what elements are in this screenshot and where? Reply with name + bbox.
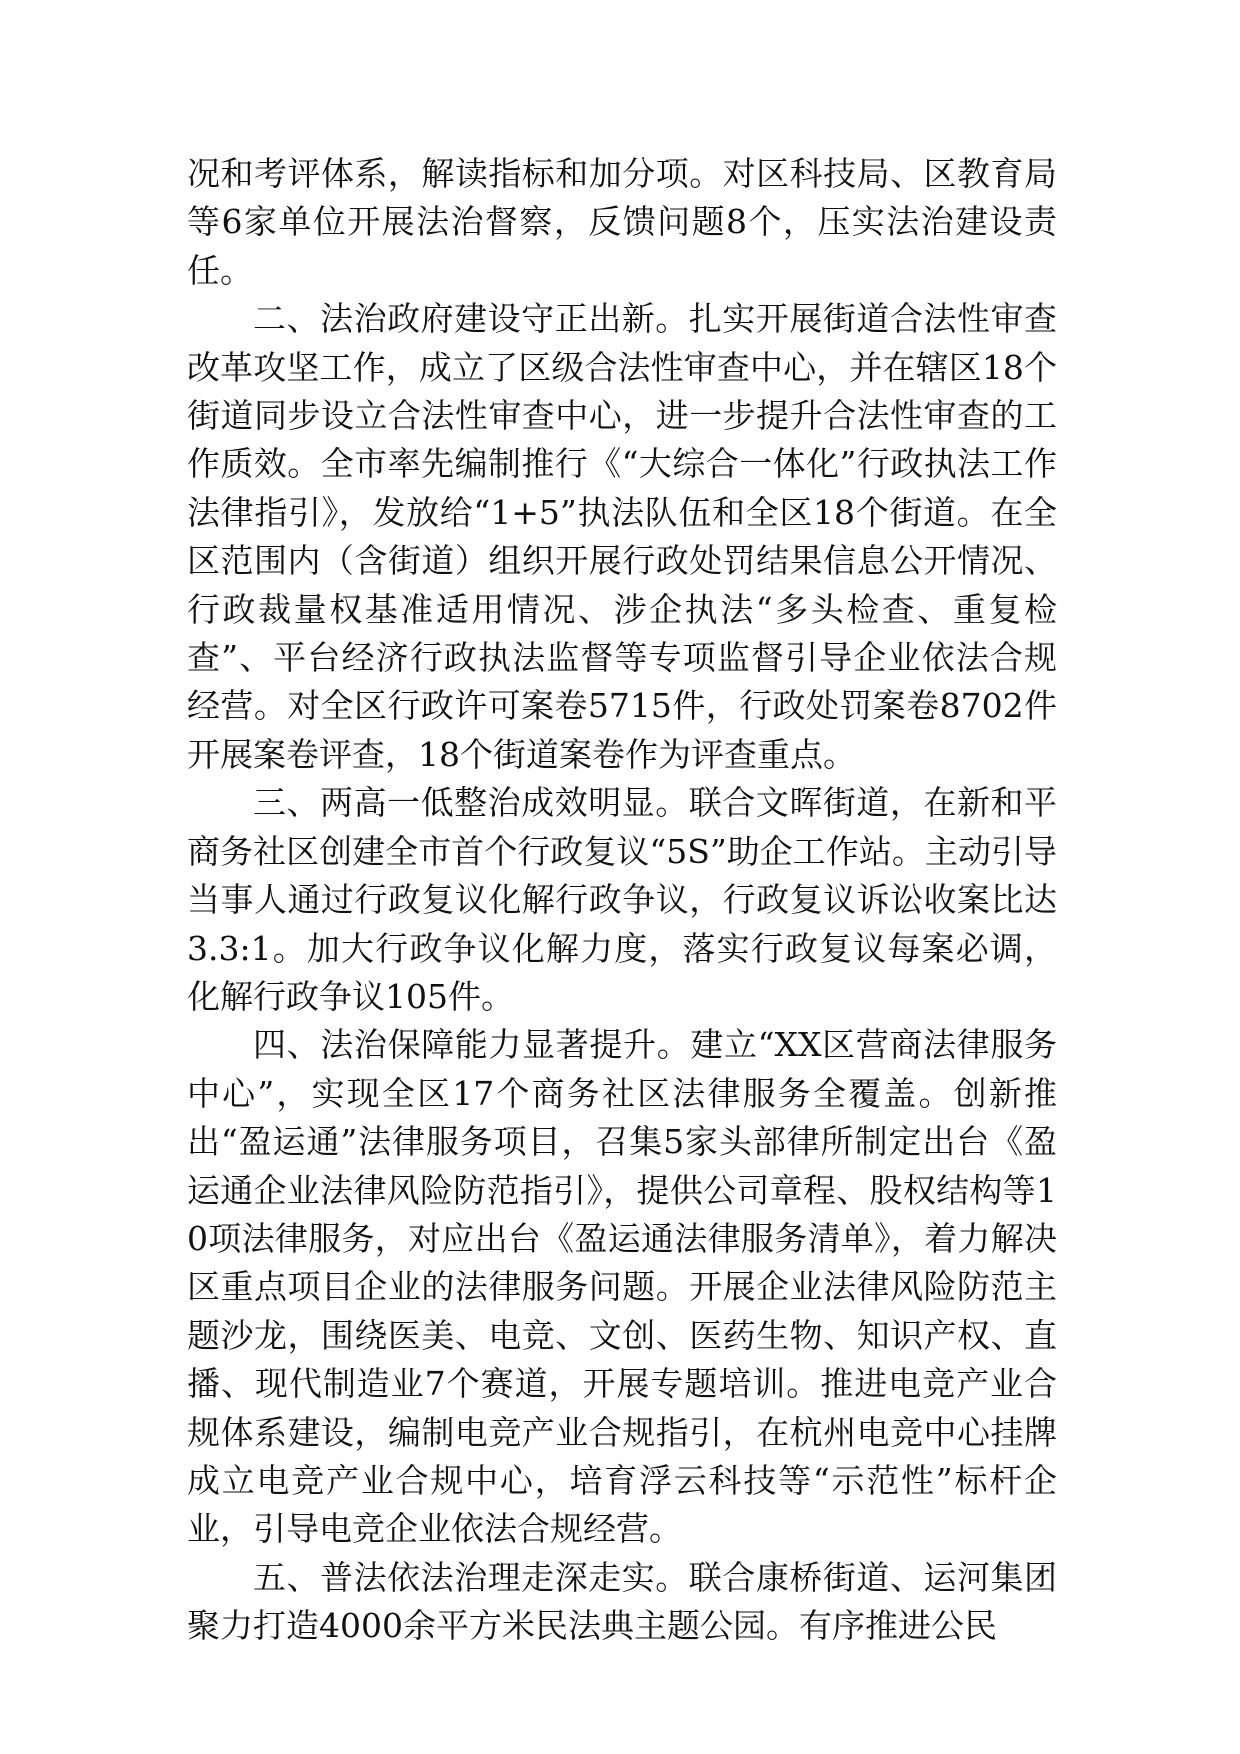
paragraph-legal-support: 四、法治保障能力显著提升。建立“XX区营商法律服务中心”，实现全区17个商务社区法律服务全覆盖。创新推出“盈运通”法律服务项目，召集5家头部律所制定出台《盈运通企业法律风险防范指引》，提供公司章程、股权结构等10项法律服务，对应出台《盈运通法律服务清单》，着力解决区重点项目企业的法律服务问题。开展企业法律风险防范主题沙龙，围绕医美、电竞、文创、医药生物、知识产权、直播、现代制造业7个赛道，开展专题培训。推进电竞产业合规体系建设，编制电竞产业合规指引，在杭州电竞中心挂牌成立电竞产业合规中心，培育浮云科技等“示范性”标杆企业，引导电竞企业依法合规经营。 bbox=[187, 1025, 1057, 1549]
paragraph-law-popularization: 五、普法依法治理走深走实。联合康桥街道、运河集团聚力打造4000余平方米民法典主题公园。有序推进公民 bbox=[187, 1557, 1057, 1646]
paragraph-remediation-results: 三、两高一低整治成效明显。联合文晖街道，在新和平商务社区创建全市首个行政复议“5S”助企工作站。主动引导当事人通过行政复议化解行政争议，行政复议诉讼收案比达3.3:1。加大行政争议化解力度，落实行政复议每案必调，化解行政争议105件。 bbox=[187, 783, 1057, 1016]
document-page bbox=[187, 150, 1057, 1651]
paragraph-continuation: 况和考评体系，解读指标和加分项。对区科技局、区教育局等6家单位开展法治督察，反馈问题8个，压实法治建设责任。 bbox=[187, 154, 1057, 290]
paragraph-law-based-government: 二、法治政府建设守正出新。扎实开展街道合法性审查改革攻坚工作，成立了区级合法性审查中心，并在辖区18个街道同步设立合法性审查中心，进一步提升合法性审查的工作质效。全市率先编制推行《“大综合一体化”行政执法工作法律指引》，发放给“1+5”执法队伍和全区18个街道。在全区范围内（含街道）组织开展行政处罚结果信息公开情况、行政裁量权基准适用情况、涉企执法“多头检查、重复检查”、平台经济行政执法监督等专项监督引导企业依法合规经营。对全区行政许可案卷5715件，行政处罚案卷8702件开展案卷评查，18个街道案卷作为评查重点。 bbox=[187, 299, 1057, 774]
